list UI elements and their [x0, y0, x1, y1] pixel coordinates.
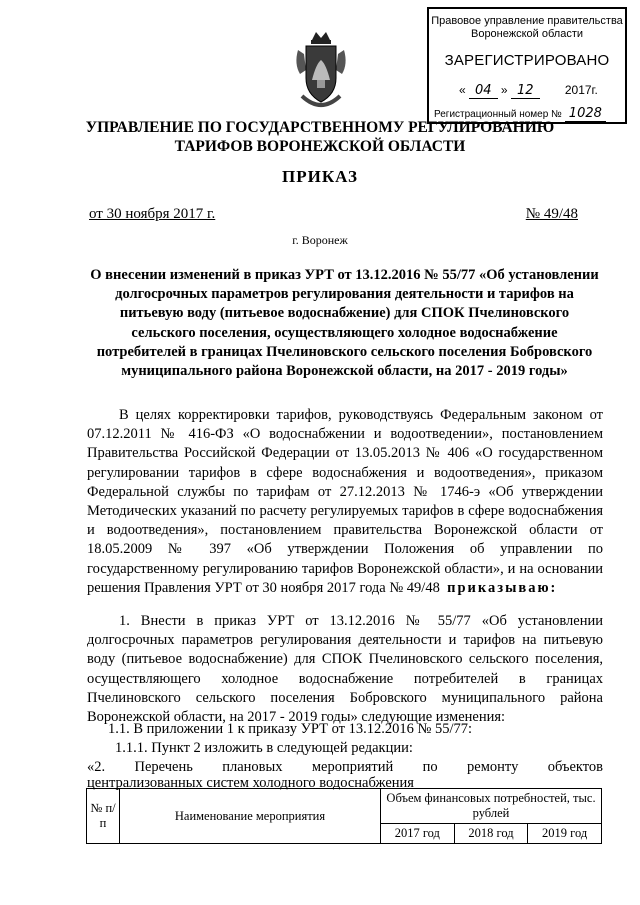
stamp-date: « 04 » 12 2017г.: [459, 83, 598, 98]
item-2-heading-line2: централизованных систем холодного водоснабжения: [87, 775, 414, 791]
registration-stamp: [427, 7, 627, 124]
orders-word: приказываю:: [447, 579, 558, 596]
order-subject: О внесении изменений в приказ УРТ от 13.12.2016 № 55/77 «Об установлении долгосрочных параметров регулирования деятельности и тарифов на питьевую воду (питьевое водоснабжение) для СПОК Пчелиновского сельского поселения, осуществляющего холодное водоснабжение потребителей в границах Пчелиновского сельского поселения Бобровского муниципального района Воронежской области, на 2017 - 2019 годы»: [90, 267, 599, 380]
doc-type: ПРИКАЗ: [282, 167, 358, 186]
plan-table: [86, 788, 602, 844]
table-header-financing: Объем финансовых потребностей, тыс. рублей: [381, 789, 602, 824]
stamp-reg-number-value: 1028: [565, 106, 606, 122]
item-2-heading-line1: «2. Перечень плановых мероприятий по ремонту объектов: [87, 759, 603, 775]
table-header-num: № п/п: [87, 789, 120, 844]
table-header-year: 2019 год: [528, 824, 602, 844]
clause-1: 1. Внести в приказ УРТ от 13.12.2016 № 55/77 «Об установлении долгосрочных параметров регулирования деятельности и тарифов на питьевую воду (питьевое водоснабжение) для СПОК Пчелиновского сельского поселения, осуществляющего холодное водоснабжение потребителей в границах Пчелиновского сельского поселения Бобровского муниципального района Воронежской области, на 2017 - 2019 годы» следующие изменения:: [87, 613, 603, 726]
preamble-paragraph: В целях корректировки тарифов, руководствуясь Федеральным законом от 07.12.2011 № 416-ФЗ «О водоснабжении и водоотведении», постановлением Правительства Российской Федерации от 13.05.2013 № 406 «О государственном регулировании тарифов в сфере водоснабжения и водоотведения», приказом Федеральной службы по тарифам от 27.12.2013 № 1746-э «Об утверждении Методических указаний по расчету регулируемых тарифов в сфере водоснабжения и водоотведения», постановлением правительства Воронежской области от 18.05.2009 № 397 «Об утверждении Положения об управлении по государственному регулированию тарифов Воронежской области», и на основании решения Правления УРТ от 30 ноября 2017 года № 49/48 приказываю:: [87, 407, 603, 596]
order-number: № 49/48: [525, 206, 578, 222]
table-header-year: 2017 год: [381, 824, 455, 844]
stamp-organization: Правовое управление правительства Воронежской области: [431, 15, 623, 40]
table-header-year: 2018 год: [454, 824, 528, 844]
org-name-line1: УПРАВЛЕНИЕ ПО ГОСУДАРСТВЕННОМУ РЕГУЛИРОВАНИЮ: [85, 119, 555, 136]
stamp-reg-number: Регистрационный номер № 1028: [434, 106, 606, 122]
clause-1-1: 1.1. В приложении 1 к приказу УРТ от 13.12.2016 № 55/77:: [108, 721, 473, 737]
org-name-line2: ТАРИФОВ ВОРОНЕЖСКОЙ ОБЛАСТИ: [174, 138, 466, 155]
city: г. Воронеж: [292, 233, 348, 247]
stamp-status: ЗАРЕГИСТРИРОВАНО: [444, 52, 610, 69]
coat-of-arms-icon: [290, 30, 352, 114]
table-header-name: Наименование мероприятия: [120, 789, 381, 844]
order-date: от 30 ноября 2017 г.: [89, 206, 216, 222]
clause-1-1-1: 1.1.1. Пункт 2 изложить в следующей редакции:: [115, 740, 413, 756]
stamp-date-day: 04: [469, 83, 498, 99]
stamp-date-year: 2017г.: [564, 83, 598, 97]
stamp-date-month: 12: [511, 83, 540, 99]
